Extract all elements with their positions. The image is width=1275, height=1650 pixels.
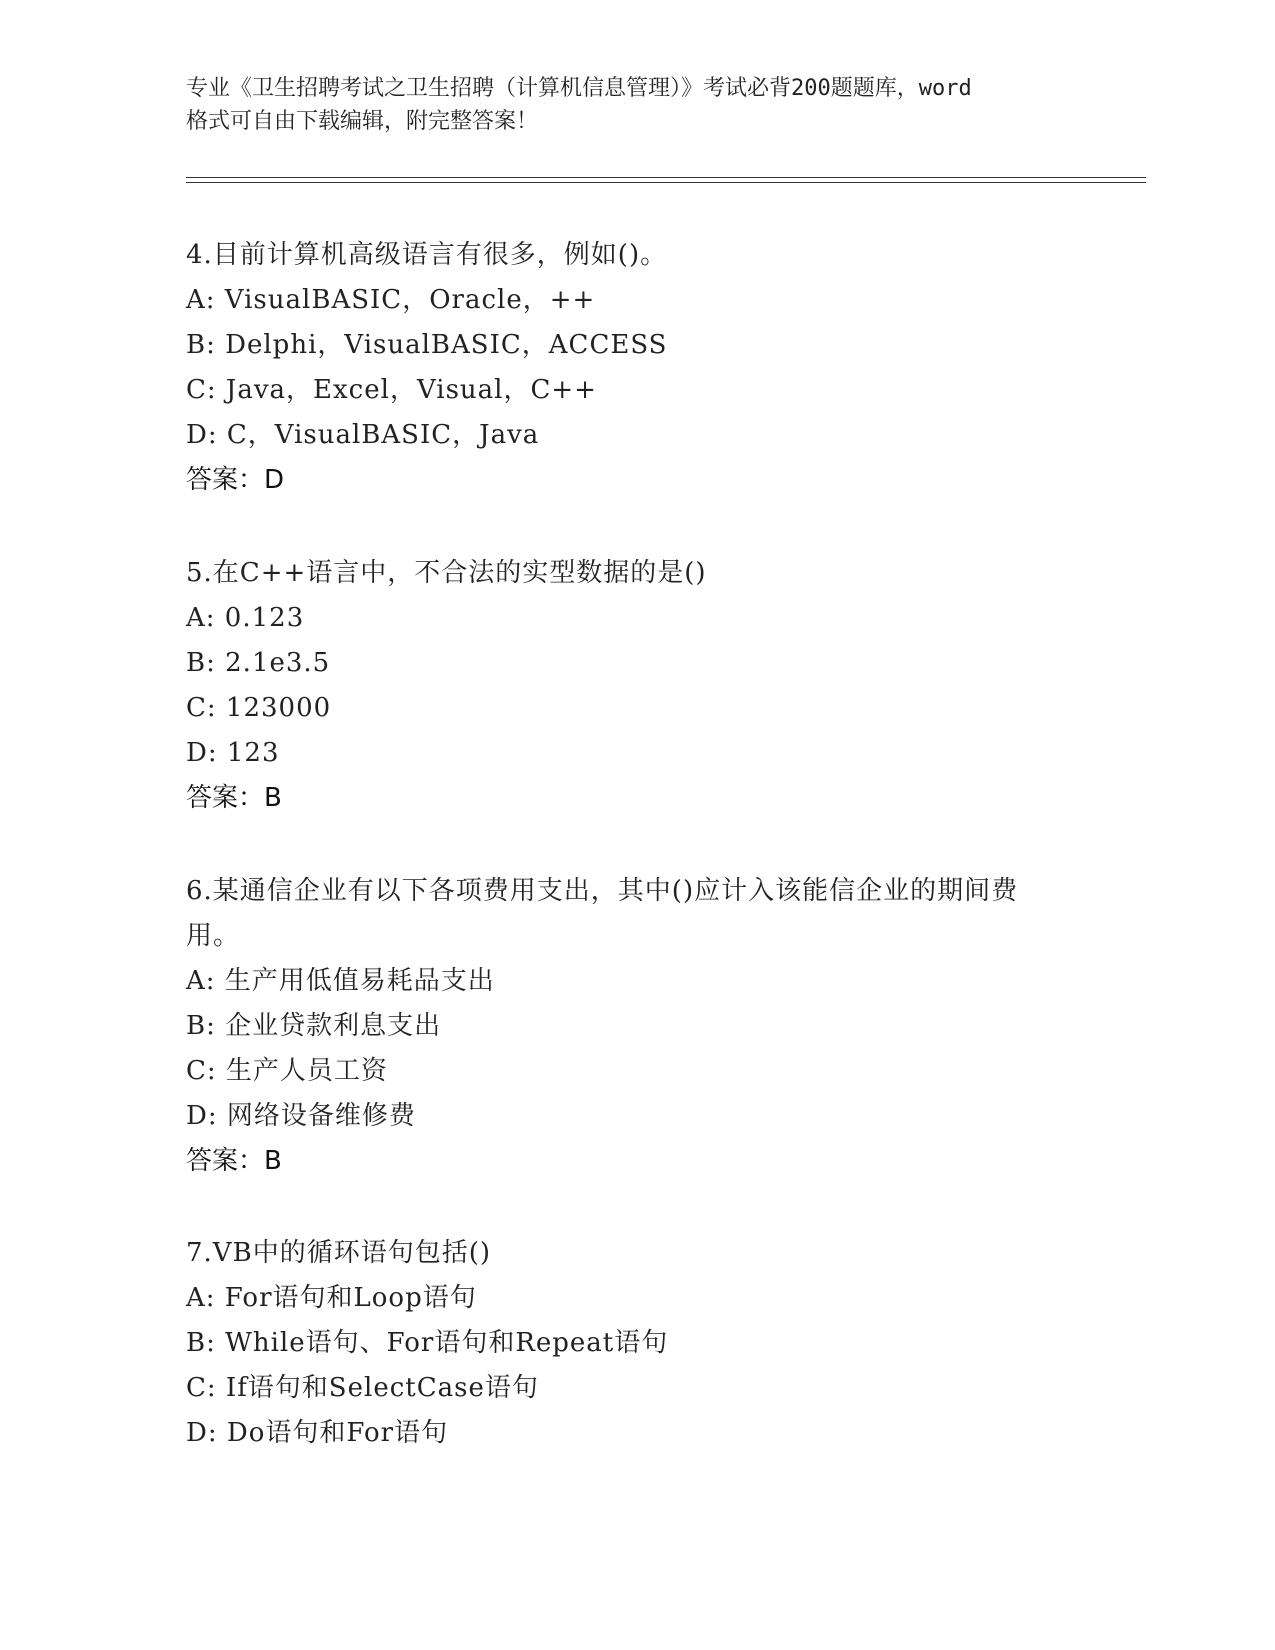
option-d: D: Do语句和For语句: [186, 1418, 449, 1448]
header-line-1: 专业《卫生招聘考试之卫生招聘（计算机信息管理）》考试必背200题题库，word: [186, 76, 972, 101]
option-d: D: C，VisualBASIC，Java: [186, 420, 540, 450]
option-c: C: If语句和SelectCase语句: [186, 1373, 539, 1403]
option-d: D: 网络设备维修费: [186, 1101, 416, 1131]
option-a: A: 0.123: [186, 603, 305, 633]
option-b: B: 2.1e3.5: [186, 648, 331, 678]
option-c: C: 生产人员工资: [186, 1056, 388, 1086]
question-4: [186, 233, 1086, 503]
answer: 答案：B: [186, 1146, 282, 1176]
document-header: [186, 72, 1106, 138]
header-line-2: 格式可自由下载编辑，附完整答案！: [186, 109, 539, 134]
question-6: [186, 869, 1086, 1184]
question-stem: 6.某通信企业有以下各项费用支出，其中()应计入该能信企业的期间费用。: [186, 876, 1019, 951]
option-b: B: While语句、For语句和Repeat语句: [186, 1328, 669, 1358]
option-a: A: 生产用低值易耗品支出: [186, 966, 495, 996]
question-7: [186, 1231, 1086, 1456]
option-c: C: Java，Excel，Visual，C++: [186, 375, 597, 405]
header-divider-bottom: [186, 182, 1146, 183]
question-stem: 7.VB中的循环语句包括(): [186, 1238, 491, 1268]
option-b: B: 企业贷款利息支出: [186, 1011, 442, 1041]
option-c: C: 123000: [186, 693, 332, 723]
option-a: A: VisualBASIC，Oracle，++: [186, 285, 596, 315]
question-stem: 5.在C++语言中，不合法的实型数据的是(): [186, 558, 707, 588]
option-d: D: 123: [186, 738, 280, 768]
question-stem: 4.目前计算机高级语言有很多，例如()。: [186, 240, 668, 270]
header-divider-top: [186, 177, 1146, 178]
answer: 答案：D: [186, 465, 285, 495]
question-5: [186, 551, 1086, 821]
option-a: A: For语句和Loop语句: [186, 1283, 477, 1313]
answer: 答案：B: [186, 783, 282, 813]
option-b: B: Delphi，VisualBASIC，ACCESS: [186, 330, 668, 360]
